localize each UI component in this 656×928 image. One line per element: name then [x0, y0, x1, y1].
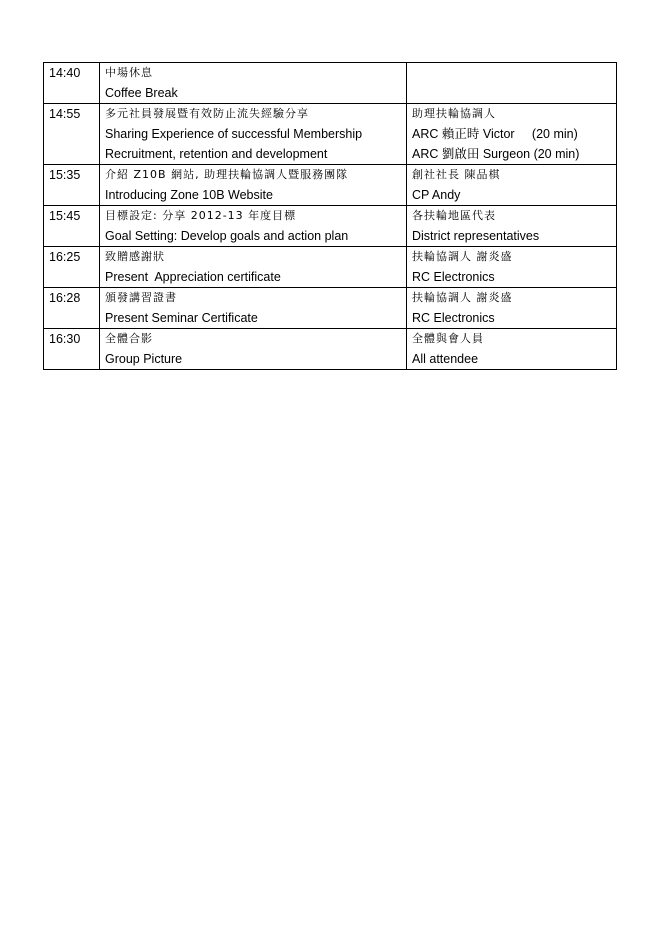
presenter-line: RC Electronics [412, 311, 495, 325]
presenter-cell [407, 288, 617, 329]
item-cell [100, 247, 407, 288]
presenter-line-zh: 助理扶輪協調人 [412, 107, 496, 120]
presenter-line-zh: 扶輪協調人 謝炎盛 [412, 291, 513, 304]
time-text: 16:28 [49, 291, 81, 305]
item-line-zh: 目標設定: 分享 2012-13 年度目標 [105, 209, 297, 222]
time-text: 16:30 [49, 332, 81, 346]
presenter-cell [407, 63, 617, 104]
agenda-row [44, 104, 617, 165]
item-line: Present Appreciation certificate [105, 270, 281, 284]
agenda-row [44, 165, 617, 206]
agenda-row [44, 329, 617, 370]
time-text: 14:40 [49, 66, 81, 80]
presenter-line-zh: 扶輪協調人 謝炎盛 [412, 250, 513, 263]
item-line: Goal Setting: Develop goals and action plan [105, 229, 349, 243]
item-line: Group Picture [105, 352, 183, 366]
presenter-line: All attendee [412, 352, 479, 366]
time-cell [44, 329, 100, 370]
item-cell [100, 63, 407, 104]
presenter-line: ARC 劉啟田 Surgeon (20 min) [412, 147, 580, 161]
presenter-cell [407, 329, 617, 370]
item-line: Recruitment, retention and development [105, 147, 328, 161]
time-cell [44, 247, 100, 288]
item-cell [100, 104, 407, 165]
agenda-body [44, 63, 617, 370]
agenda-row [44, 206, 617, 247]
item-line: Present Seminar Certificate [105, 311, 258, 325]
presenter-cell [407, 104, 617, 165]
time-text: 14:55 [49, 107, 81, 121]
time-text: 15:35 [49, 168, 81, 182]
item-line-zh: 多元社員發展暨有效防止流失經驗分享 [105, 107, 309, 120]
presenter-line-zh: 全體與會人員 [412, 332, 484, 345]
presenter-cell [407, 247, 617, 288]
presenter-line: RC Electronics [412, 270, 495, 284]
item-cell [100, 206, 407, 247]
presenter-line: District representatives [412, 229, 540, 243]
agenda-row [44, 247, 617, 288]
item-line-zh: 中場休息 [105, 66, 153, 79]
item-cell [100, 288, 407, 329]
time-cell [44, 206, 100, 247]
presenter-line: CP Andy [412, 188, 461, 202]
time-cell [44, 165, 100, 206]
item-line-zh: 頒發講習證書 [105, 291, 177, 304]
agenda-row [44, 63, 617, 104]
time-cell [44, 63, 100, 104]
time-text: 15:45 [49, 209, 81, 223]
time-cell [44, 288, 100, 329]
presenter-line-zh: 各扶輪地區代表 [412, 209, 496, 222]
time-cell [44, 104, 100, 165]
item-line-zh: 全體合影 [105, 332, 153, 345]
item-cell [100, 329, 407, 370]
presenter-cell [407, 206, 617, 247]
agenda-table [43, 62, 617, 370]
item-line: Sharing Experience of successful Membership [105, 127, 363, 141]
item-line-zh: 致贈感謝狀 [105, 250, 165, 263]
presenter-line: ARC 賴正時 Victor (20 min) [412, 127, 578, 141]
presenter-line-zh: 創社社長 陳品棋 [412, 168, 501, 181]
presenter-cell [407, 165, 617, 206]
item-line-zh: 介紹 Z10B 網站, 助理扶輪協調人暨服務團隊 [105, 168, 349, 181]
agenda-row [44, 288, 617, 329]
item-line: Introducing Zone 10B Website [105, 188, 273, 202]
item-cell [100, 165, 407, 206]
time-text: 16:25 [49, 250, 81, 264]
item-line: Coffee Break [105, 86, 178, 100]
